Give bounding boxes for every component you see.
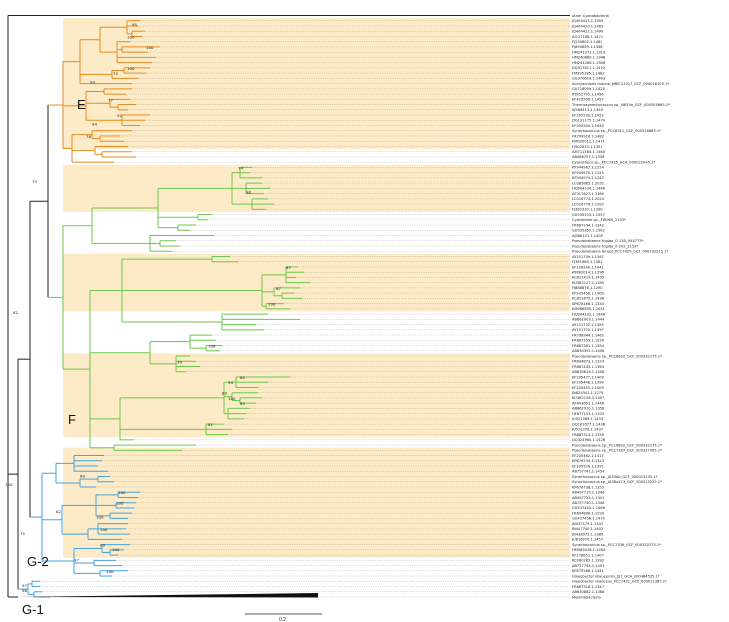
leaf-label: EF205530.1.1452 — [572, 113, 604, 118]
clade-label-e: E — [77, 97, 86, 112]
bootstrap-value: 75 — [113, 71, 118, 77]
leaf-label: KF944974.1.1242 — [572, 176, 604, 181]
leaf-label: FR687301.1.1354 — [572, 343, 604, 348]
leaf-label: KU382126.1.1407 — [572, 396, 605, 401]
bootstrap-value: 100 — [208, 343, 216, 349]
leaf-label: KM020012.1.1471 — [572, 139, 605, 144]
leaf-label: JU521378.1.1437 — [572, 427, 604, 432]
leaf-label: Pseudanabaena sp._PCC7367_GCF_000317065.1* — [572, 448, 662, 453]
leaf-label: GU935333.1.1557 — [572, 212, 605, 217]
leaf-labels — [571, 14, 670, 600]
leaf-label: HF677155.1.1325 — [572, 411, 605, 416]
bootstrap-value: 87 — [276, 285, 281, 291]
leaf-label: LC085885.1.2032 — [572, 181, 604, 186]
bootstrap-value: 82 — [13, 310, 18, 316]
leaf-label: JN437179.1.1347 — [572, 521, 604, 526]
leaf-label: KT952795.1.1496 — [572, 92, 604, 97]
leaf-label: Gloeobacter violaceus_PCC7421_GCF_000011385.1* — [572, 579, 667, 584]
leaf-label: HQ904134.1.1446 — [572, 186, 605, 191]
leaf-label: KC821675.1.1436 — [572, 296, 605, 301]
leaf-label: FJ890659.1.1346 — [572, 45, 603, 50]
leaf-label: AB486797.1.1338 — [572, 155, 605, 160]
bootstrap-value: 77 — [108, 97, 113, 103]
bootstrap-value: 62 — [56, 509, 61, 515]
leaf-label: EF205477.1.1409 — [572, 375, 604, 380]
leaf-label: EF205458.1.1409 — [572, 291, 604, 296]
leaf-label: FJ888876.1.1290 — [572, 286, 603, 291]
leaf-label: Cyanobium sp._FW064_1153* — [572, 218, 626, 223]
leaf-label: KJ589413.1.1350 — [572, 108, 603, 113]
bootstrap-value: 94 — [228, 380, 233, 386]
bootstrap-value: 89 — [80, 473, 85, 479]
leaf-label: KC821419.1.1435 — [572, 275, 605, 280]
leaf-label: FR687294.1.1342 — [572, 223, 604, 228]
leaf-label: Pseudanabaena frigida_O-155_945775* — [572, 239, 644, 244]
leaf-label: LC016774.1.2024 — [572, 197, 604, 202]
leaf-label: LC016776.1.1997 — [572, 202, 604, 207]
leaf-label: AJ088101.1.1405 — [572, 233, 603, 238]
scale-bar-label: 0.2 — [279, 617, 286, 622]
leaf-label: FR694806.1.1299 — [572, 511, 604, 516]
leaf-label: KF176851.1.1407 — [572, 553, 604, 558]
leaf-label: EF429508.1.1457 — [572, 97, 604, 102]
leaf-label: AB757740.1.1346 — [572, 501, 605, 506]
bootstrap-value: 97 — [74, 557, 79, 563]
leaf-label: GU437458.1.1470 — [572, 516, 605, 521]
leaf-label: FR694873.1.1324 — [572, 359, 604, 364]
bootstrap-value: 100 — [268, 301, 276, 307]
leaf-label: FJ361989.1.1381 — [572, 260, 603, 265]
bootstrap-value: 39 — [177, 359, 182, 365]
bootstrap-value: 87 — [286, 264, 291, 270]
leaf-label: KC060262.1.1392 — [572, 558, 605, 563]
leaf-label: AF443691.1.1446 — [572, 401, 604, 406]
leaf-label: FJ230802.1.1461 — [572, 39, 603, 44]
leaf-label: AB630882.1.1386 — [572, 590, 605, 595]
highlight-band — [63, 165, 570, 212]
bootstrap-value: 100 — [112, 546, 120, 552]
bootstrap-value: 95 — [132, 21, 137, 27]
leaf-label: HM240889.1.1348 — [572, 55, 606, 60]
bootstrap-value: 74 — [238, 165, 243, 171]
bootstrap-value: 100 — [127, 65, 135, 71]
leaf-label: AM711584.1.1460 — [572, 150, 605, 155]
leaf-label: EF205448.1.1399 — [572, 380, 604, 385]
bootstrap-value: 100 — [106, 568, 114, 574]
leaf-label: JN438972.1.1389 — [572, 532, 604, 537]
bootstrap-value: 94 — [92, 121, 97, 127]
leaf-label: AY151739.1.1397 — [572, 254, 604, 259]
leaf-label: KP676744.1.1323 — [572, 459, 604, 464]
leaf-label: Cyanothece sp._PCC7425_GCA_000022045.1* — [572, 160, 656, 165]
leaf-label: GU935357.1.1562 — [572, 228, 605, 233]
bootstrap-value: 100 — [118, 490, 126, 496]
bootstrap-value: 94 — [90, 79, 95, 85]
bootstrap-value: 100 — [5, 482, 13, 488]
leaf-label: EF205462.1.1417 — [572, 453, 604, 458]
leaf-label: Melainabacteria — [572, 595, 601, 600]
leaf-label: HQ904132.1.1448 — [572, 312, 605, 317]
leaf-label: EF205455.1.1409 — [572, 385, 604, 390]
leaf-label: JQ404420.1.1463 — [572, 24, 604, 29]
bootstrap-value: 98 — [246, 189, 251, 195]
leaf-label: AY151725.1.1397 — [572, 328, 604, 333]
bootstrap-value: 97 — [22, 583, 27, 589]
leaf-label: Pseudanabaena biceps_PCC7429_GCF_000332215.1* — [572, 249, 669, 254]
leaf-label: AB630619.1.1408 — [572, 370, 605, 375]
leaf-label: AB497725.1.1341 — [572, 495, 605, 500]
bootstrap-value: 89 — [100, 542, 105, 548]
clade-label-f: F — [68, 412, 76, 427]
leaf-label: Synechococcus sp._PCC7336_GCF_000332275.1* — [572, 542, 661, 547]
leaf-label: HM241266.1.1308 — [572, 60, 606, 65]
leaf-label: KU382127.1.1405 — [572, 280, 605, 285]
leaf-label: GG370619.1.1463 — [572, 76, 606, 81]
leaf-label: AY882014.1.1296 — [572, 270, 604, 275]
bootstrap-value: 92 — [117, 113, 122, 119]
leaf-label: FR687443.1.1363 — [572, 364, 604, 369]
leaf-label: Pseudanabaena sp._PCC6802_GCF_000332175.1* — [572, 443, 662, 448]
leaf-label: FJ902833.1.1351 — [572, 144, 603, 149]
leaf-label: JU127188.1.1471 — [572, 34, 604, 39]
leaf-label: EF205554.1.1444 — [572, 123, 604, 128]
leaf-label: EF205526.1.1391 — [572, 464, 604, 469]
leaf-label: GQ324965.1.1426 — [572, 438, 606, 443]
leaf-label: FR798944.1.1462 — [572, 333, 604, 338]
leaf-label: DQ181677.1.1436 — [572, 422, 606, 427]
bootstrap-value: 100 — [146, 44, 154, 50]
leaf-label: AB862903.1.1444 — [572, 317, 605, 322]
leaf-label: AB630391.1.1408 — [572, 349, 605, 354]
leaf-label: FR687314.1.1339 — [572, 432, 604, 437]
leaf-label: AB862910.1.1358 — [572, 406, 605, 411]
leaf-label: FR687359.1.1339 — [572, 338, 604, 343]
bootstrap-value: 82 — [240, 374, 245, 380]
leaf-label: JN447700.1.1402 — [572, 527, 604, 532]
bootstrap-value: 100 — [228, 395, 236, 401]
bootstrap-value: 83 — [240, 401, 245, 407]
bootstrap-value: 100 — [127, 34, 135, 40]
leaf-label: other Cyanobacteria — [572, 13, 609, 18]
leaf-label: JU521389.1.1433 — [572, 417, 604, 422]
clade-label-g2: G-2 — [27, 554, 49, 569]
leaf-label: AF317627.1.1369 — [572, 191, 604, 196]
bootstrap-value: 75 — [20, 531, 25, 537]
leaf-label: EF126240.1.1441 — [572, 265, 604, 270]
leaf-label: KF944970.1.1245 — [572, 170, 604, 175]
clade-label-g1: G-1 — [22, 602, 44, 617]
leaf-label: KF944967.1.1254 — [572, 165, 604, 170]
bootstrap-value: 100 — [96, 514, 104, 520]
leaf-label: JQ404422.1.1490 — [572, 29, 604, 34]
bootstrap-value: 75 — [32, 179, 37, 185]
leaf-label: GU437443.1.1466 — [572, 506, 605, 511]
leaf-label: KP678166.1.1334 — [572, 301, 604, 306]
bootstrap-value: 98 — [22, 588, 27, 594]
leaf-label: AB757744.1.1451 — [572, 563, 605, 568]
leaf-label: JU816970.1.1457 — [572, 537, 604, 542]
leaf-label: Thermosynechococcus sp._NK55a_GCF_000505665.1* — [572, 102, 670, 107]
highlight-band — [63, 353, 570, 437]
leaf-label: Synechococcus sp._JA33Ab_GCF_000013205.1* — [572, 474, 658, 479]
leaf-label: DQ917811.1.1452 — [572, 66, 606, 71]
leaf-label: GU718099.1.1425 — [572, 87, 605, 92]
leaf-label: FR799916.1.1482 — [572, 134, 604, 139]
outgroup-wedge — [18, 593, 318, 598]
leaf-label: Synechococcus sp._PCC6312_GCF_000316685.1* — [572, 129, 661, 134]
leaf-label: AY151732.1.1395 — [572, 322, 604, 327]
bootstrap-value: 100 — [100, 526, 108, 532]
leaf-label: FM995185.1.1482 — [572, 71, 605, 76]
bootstrap-value: 89 — [222, 390, 227, 396]
leaf-label: FR687316.1.1347 — [572, 584, 604, 589]
leaf-label: HM585028.1.1263 — [572, 548, 606, 553]
bootstrap-value: 81 — [208, 422, 213, 428]
leaf-label: KF875568.1.1441 — [572, 569, 604, 574]
leaf-label: Synechococcus sp._JA3Ba213_GCF_000013225.1* — [572, 480, 662, 485]
leaf-label: Gloeobacter kilaueensis_JS1_GCA_000484535.1* — [572, 574, 660, 579]
bootstrap-value: 100 — [116, 500, 124, 506]
highlight-band — [63, 128, 570, 149]
leaf-label: Pseudanabaena frigida_0-202_1153* — [572, 244, 639, 249]
leaf-label: JN825341.1.1275 — [572, 390, 604, 395]
leaf-label: FJ382330.1.1330 — [572, 207, 603, 212]
leaf-label: DQ131175.1.1474 — [572, 118, 606, 123]
leaf-label: AB497715.1.1346 — [572, 490, 605, 495]
leaf-label: JQ404415.1.1455 — [572, 19, 604, 24]
bootstrap-value: 76 — [86, 133, 91, 139]
leaf-label: KP676738.1.1353 — [572, 485, 604, 490]
leaf-label: AB757741.1.1454 — [572, 469, 605, 474]
leaf-label: HM241072.1.1310 — [572, 50, 606, 55]
leaf-label: Acaryochloris marina_MBIC11017_GCF_000018105.1* — [572, 81, 670, 86]
leaf-label: KM086855.1.2051 — [572, 307, 605, 312]
leaf-label: Pseudanabaena sp._PCC6802_GCF_000332175.1* — [572, 354, 662, 359]
